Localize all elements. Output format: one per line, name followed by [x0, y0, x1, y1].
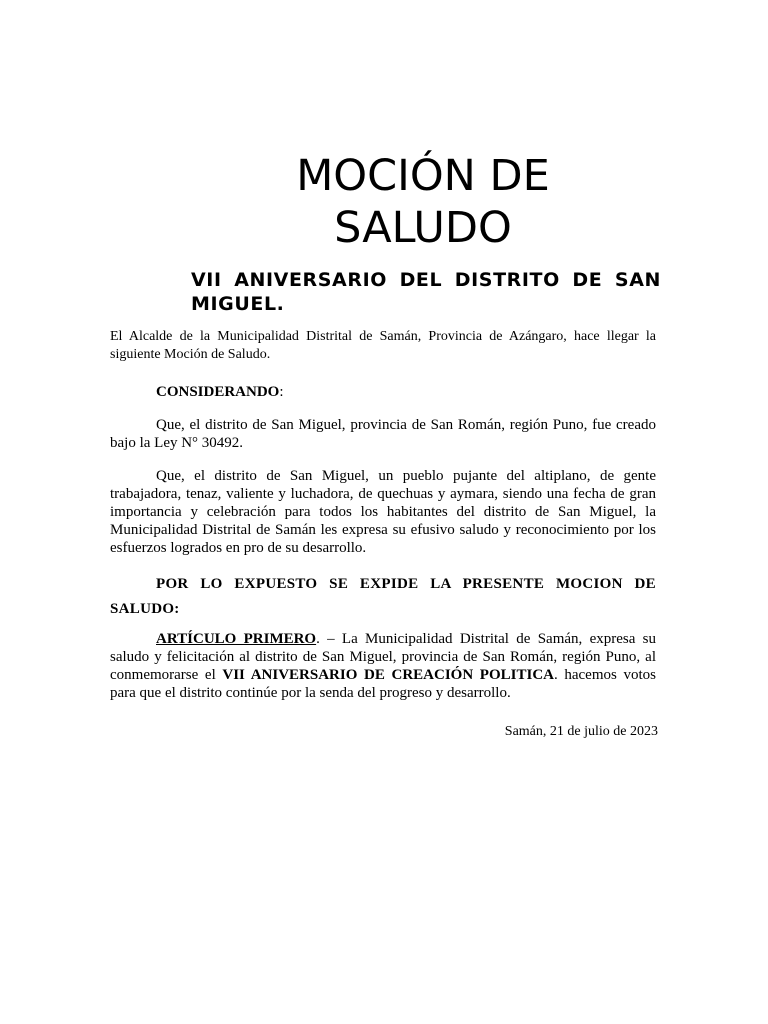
title-line-1: MOCIÓN DE [296, 151, 550, 201]
considerando-paragraph-1: Que, el distrito de San Miguel, provincia de San Román, región Puno, fue creado bajo la Ley N° 30492. [110, 417, 656, 451]
considerando-heading [110, 383, 656, 401]
considerando-label: CONSIDERANDO [156, 384, 280, 400]
intro-paragraph: El Alcalde de la Municipalidad Distrital de Samán, Provincia de Azángaro, hace llegar la siguiente Moción de Saludo. [110, 329, 656, 362]
considerando-paragraph-2: Que, el distrito de San Miguel, un pueblo pujante del altiplano, de gente trabajadora, tenaz, valiente y luchadora, de quechuas y aymara, siendo una fecha de gran importancia y celebración para todos los habitantes del distrito de San Miguel, la Municipalidad Distrital de Samán les expresa su efusivo saludo y reconocimiento por los esfuerzos logrados en pro de su desarrollo. [110, 468, 656, 556]
document-title [200, 150, 646, 254]
por-lo-expuesto-heading: POR LO EXPUESTO SE EXPIDE LA PRESENTE MOCION DE SALUDO: [110, 576, 656, 617]
articulo-bold-text: VII ANIVERSARIO DE CREACIÓN POLITICA [222, 667, 554, 683]
considerando-colon: : [279, 384, 284, 400]
title-line-2: SALUDO [334, 203, 512, 253]
document-subtitle: VII ANIVERSARIO DEL DISTRITO DE SAN MIGUEL. [191, 269, 661, 315]
articulo-text-after: . hacemos votos para que el distrito continúe por la senda del progreso y desarrollo. [110, 667, 656, 701]
articulo-label: ARTÍCULO PRIMERO [156, 631, 317, 647]
articulo-text-before: . – La Municipalidad Distrital de Samán, expresa su saludo y felicitación al distrito de San Miguel, provincia de San Román, región Puno, al conmemorarse el [110, 631, 657, 683]
document-date: Samán, 21 de julio de 2023 [504, 724, 658, 739]
articulo-primero-paragraph [110, 630, 656, 702]
